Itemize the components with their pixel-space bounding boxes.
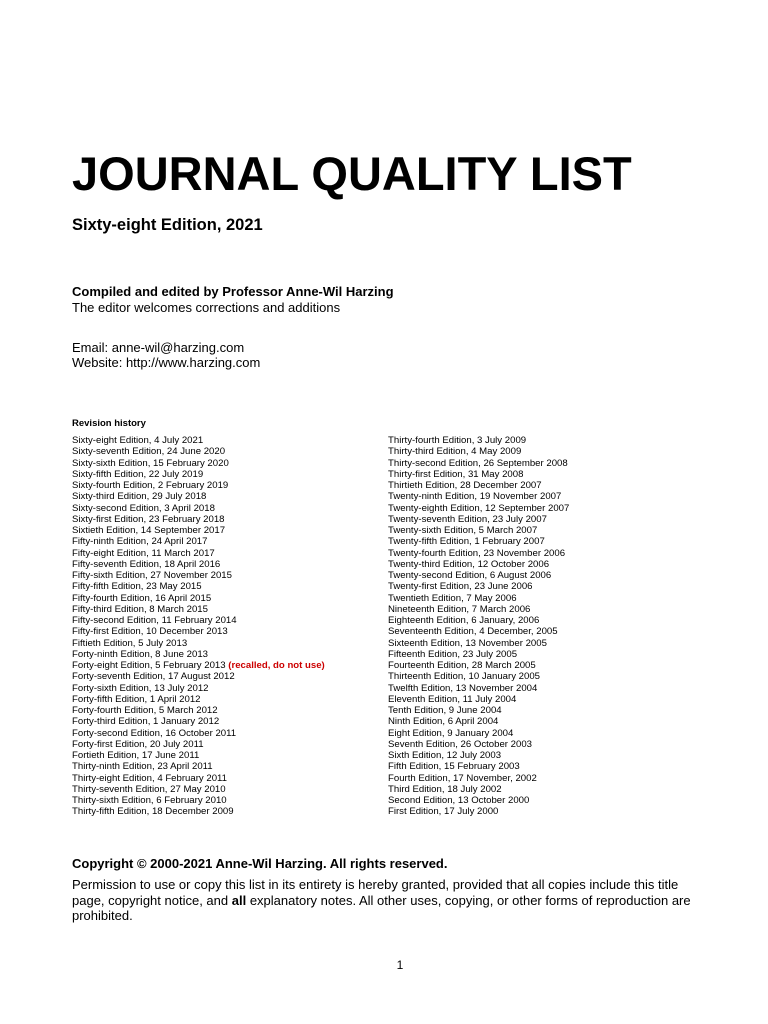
contact-block — [72, 340, 260, 370]
revision-list-right — [388, 435, 569, 818]
revision-item — [72, 795, 325, 806]
revision-text: Sixty-third Edition, 29 July 2018 — [72, 491, 207, 503]
revision-item — [72, 469, 325, 480]
revision-text: Fifty-third Edition, 8 March 2015 — [72, 603, 208, 615]
revision-item — [388, 716, 569, 727]
revision-item — [388, 728, 569, 739]
copyright-notice: Copyright © 2000-2021 Anne-Wil Harzing. All rights reserved. — [72, 856, 448, 871]
revision-text: Seventeenth Edition, 4 December, 2005 — [388, 626, 558, 638]
edition-subtitle: Sixty-eight Edition, 2021 — [72, 216, 263, 234]
revision-text: Twenty-ninth Edition, 19 November 2007 — [388, 491, 562, 503]
revision-text: Thirty-fourth Edition, 3 July 2009 — [388, 435, 527, 446]
revision-list-left — [72, 435, 325, 818]
revision-item — [72, 503, 325, 514]
revision-text: Fourth Edition, 17 November, 2002 — [388, 772, 537, 784]
revision-text: Twelfth Edition, 13 November 2004 — [388, 682, 538, 694]
revision-item — [388, 570, 569, 581]
revision-item — [72, 559, 325, 570]
revision-text: Twenty-first Edition, 23 June 2006 — [388, 581, 533, 593]
revision-item — [72, 694, 325, 705]
revision-item — [72, 784, 325, 795]
revision-item — [388, 480, 569, 491]
revision-text: Sixty-seventh Edition, 24 June 2020 — [72, 446, 226, 458]
revision-item — [388, 739, 569, 750]
revision-item — [72, 649, 325, 660]
compiled-by: Compiled and edited by Professor Anne-Wil Harzing — [72, 284, 394, 299]
revision-item — [72, 671, 325, 682]
revision-text: Fifth Edition, 15 February 2003 — [388, 761, 520, 773]
permission-text-end: explanatory notes. All other uses, copying, or other forms of reproduction are prohibited. — [72, 892, 691, 923]
permission-text-start: Permission to use or copy this list in its entirety is hereby granted, provided that all copies include this title page, copyright notice, and — [72, 877, 679, 908]
revision-text: Forty-seventh Edition, 17 August 2012 — [72, 671, 235, 683]
editor-note: The editor welcomes corrections and additions — [72, 300, 341, 315]
revision-item — [388, 694, 569, 705]
revision-text: Second Edition, 13 October 2000 — [388, 795, 530, 806]
revision-text: Forty-second Edition, 16 October 2011 — [72, 727, 237, 739]
revision-item — [388, 761, 569, 772]
recalled-note: (recalled, do not use) — [228, 660, 325, 671]
page-title: JOURNAL QUALITY LIST — [72, 147, 632, 200]
revision-item — [72, 491, 325, 502]
revision-item — [388, 649, 569, 660]
revision-text: Fifty-eight Edition, 11 March 2017 — [72, 547, 215, 559]
revision-item — [72, 638, 325, 649]
revision-item — [388, 491, 569, 502]
revision-item — [388, 559, 569, 570]
revision-text: Thirty-ninth Edition, 23 April 2011 — [72, 761, 213, 773]
revision-text: Fifty-fourth Edition, 16 April 2015 — [72, 592, 212, 604]
revision-item — [72, 683, 325, 694]
compiler-block — [72, 284, 394, 316]
revision-item — [72, 716, 325, 727]
revision-item — [72, 514, 325, 525]
revision-item — [388, 446, 569, 457]
revision-text: Nineteenth Edition, 7 March 2006 — [388, 603, 531, 615]
revision-text: Twentieth Edition, 7 May 2006 — [388, 592, 517, 604]
revision-text: Sixty-second Edition, 3 April 2018 — [72, 502, 215, 514]
revision-item — [388, 593, 569, 604]
revision-text: Forty-ninth Edition, 8 June 2013 — [72, 648, 208, 660]
revision-item — [72, 750, 325, 761]
revision-text: Forty-fourth Edition, 5 March 2012 — [72, 705, 218, 716]
revision-item — [388, 806, 569, 817]
revision-item — [388, 525, 569, 536]
revision-item — [388, 795, 569, 806]
revision-item — [72, 446, 325, 457]
revision-text: Thirty-sixth Edition, 6 February 2010 — [72, 795, 227, 806]
revision-item — [388, 503, 569, 514]
revision-history-heading: Revision history — [72, 418, 146, 429]
revision-text: Forty-sixth Edition, 13 July 2012 — [72, 682, 209, 694]
revision-item — [72, 581, 325, 592]
revision-item — [388, 604, 569, 615]
revision-text: Twenty-third Edition, 12 October 2006 — [388, 558, 550, 570]
revision-item — [388, 705, 569, 716]
revision-text: Sixtieth Edition, 14 September 2017 — [72, 525, 226, 536]
revision-item — [72, 480, 325, 491]
revision-item — [72, 536, 325, 547]
revision-text: Forty-eight Edition, 5 February 2013 — [72, 660, 226, 671]
revision-text: Fiftieth Edition, 5 July 2013 — [72, 637, 188, 649]
revision-text: Fifty-ninth Edition, 24 April 2017 — [72, 536, 208, 548]
revision-text: Sixty-fourth Edition, 2 February 2019 — [72, 480, 229, 491]
revision-text: Forty-first Edition, 20 July 2011 — [72, 738, 204, 750]
revision-text: Third Edition, 18 July 2002 — [388, 783, 502, 795]
revision-text: Thirty-fifth Edition, 18 December 2009 — [72, 806, 234, 818]
revision-item — [72, 604, 325, 615]
revision-text: Fourteenth Edition, 28 March 2005 — [388, 660, 536, 671]
revision-text: Fifty-sixth Edition, 27 November 2015 — [72, 570, 232, 581]
revision-item — [72, 705, 325, 716]
revision-text: Seventh Edition, 26 October 2003 — [388, 738, 533, 750]
revision-text: Thirty-first Edition, 31 May 2008 — [388, 468, 524, 480]
revision-item — [388, 615, 569, 626]
revision-item — [72, 806, 325, 817]
revision-text: Sixty-eight Edition, 4 July 2021 — [72, 435, 204, 446]
revision-item — [72, 728, 325, 739]
revision-item — [388, 773, 569, 784]
revision-text: Eighteenth Edition, 6 January, 2006 — [388, 615, 540, 626]
revision-item — [388, 536, 569, 547]
revision-text: Ninth Edition, 6 April 2004 — [388, 716, 499, 728]
revision-text: Fifty-fifth Edition, 23 May 2015 — [72, 581, 202, 593]
website-line: Website: http://www.harzing.com — [72, 355, 261, 370]
revision-item — [388, 514, 569, 525]
revision-text: Sixty-sixth Edition, 15 February 2020 — [72, 457, 229, 469]
revision-item — [388, 435, 569, 446]
revision-text: Fifty-seventh Edition, 18 April 2016 — [72, 558, 221, 570]
revision-item — [72, 660, 325, 671]
revision-text: Thirty-seventh Edition, 27 May 2010 — [72, 783, 226, 795]
revision-text: Fifty-second Edition, 11 February 2014 — [72, 615, 237, 626]
revision-item — [72, 435, 325, 446]
revision-text: Twenty-seventh Edition, 23 July 2007 — [388, 513, 547, 525]
revision-item — [72, 773, 325, 784]
revision-text: Eleventh Edition, 11 July 2004 — [388, 693, 517, 705]
revision-text: Sixty-first Edition, 23 February 2018 — [72, 513, 225, 525]
revision-text: Thirty-second Edition, 26 September 2008 — [388, 457, 568, 469]
revision-item — [388, 626, 569, 637]
revision-text: Fifty-first Edition, 10 December 2013 — [72, 626, 228, 638]
revision-text: Eight Edition, 9 January 2004 — [388, 727, 514, 739]
email-line: Email: anne-wil@harzing.com — [72, 340, 245, 355]
revision-text: Forty-third Edition, 1 January 2012 — [72, 716, 220, 728]
revision-item — [388, 638, 569, 649]
revision-item — [388, 548, 569, 559]
revision-text: Tenth Edition, 9 June 2004 — [388, 705, 502, 716]
permission-text-bold: all — [231, 892, 247, 908]
revision-item — [388, 469, 569, 480]
revision-item — [72, 548, 325, 559]
revision-item — [72, 458, 325, 469]
revision-item — [388, 671, 569, 682]
revision-item — [388, 660, 569, 671]
revision-text: Thirteenth Edition, 10 January 2005 — [388, 671, 541, 683]
revision-item — [388, 784, 569, 795]
revision-text: Twenty-fourth Edition, 23 November 2006 — [388, 547, 566, 559]
revision-item — [72, 615, 325, 626]
revision-text: Thirtieth Edition, 28 December 2007 — [388, 480, 542, 491]
revision-item — [72, 570, 325, 581]
revision-text: Sixteenth Edition, 13 November 2005 — [388, 637, 547, 649]
revision-text: Twenty-eighth Edition, 12 September 2007 — [388, 502, 570, 514]
revision-text: Thirty-third Edition, 4 May 2009 — [388, 446, 522, 458]
revision-item — [388, 750, 569, 761]
revision-item — [388, 683, 569, 694]
revision-item — [72, 593, 325, 604]
revision-text: Fifteenth Edition, 23 July 2005 — [388, 648, 518, 660]
revision-text: Sixty-fifth Edition, 22 July 2019 — [72, 468, 204, 480]
revision-item — [72, 739, 325, 750]
revision-item — [388, 458, 569, 469]
page-number: 1 — [396, 958, 404, 972]
revision-item — [388, 581, 569, 592]
revision-text: Twenty-fifth Edition, 1 February 2007 — [388, 536, 545, 548]
revision-text: Twenty-sixth Edition, 5 March 2007 — [388, 525, 538, 536]
revision-item — [72, 525, 325, 536]
revision-text: Twenty-second Edition, 6 August 2006 — [388, 570, 552, 581]
permission-notice — [72, 877, 712, 924]
revision-text: Fortieth Edition, 17 June 2011 — [72, 750, 200, 761]
revision-item — [72, 626, 325, 637]
revision-text: Forty-fifth Edition, 1 April 2012 — [72, 693, 201, 705]
revision-text: First Edition, 17 July 2000 — [388, 806, 499, 818]
revision-text: Sixth Edition, 12 July 2003 — [388, 750, 502, 761]
revision-item — [72, 761, 325, 772]
revision-text: Thirty-eight Edition, 4 February 2011 — [72, 772, 227, 784]
